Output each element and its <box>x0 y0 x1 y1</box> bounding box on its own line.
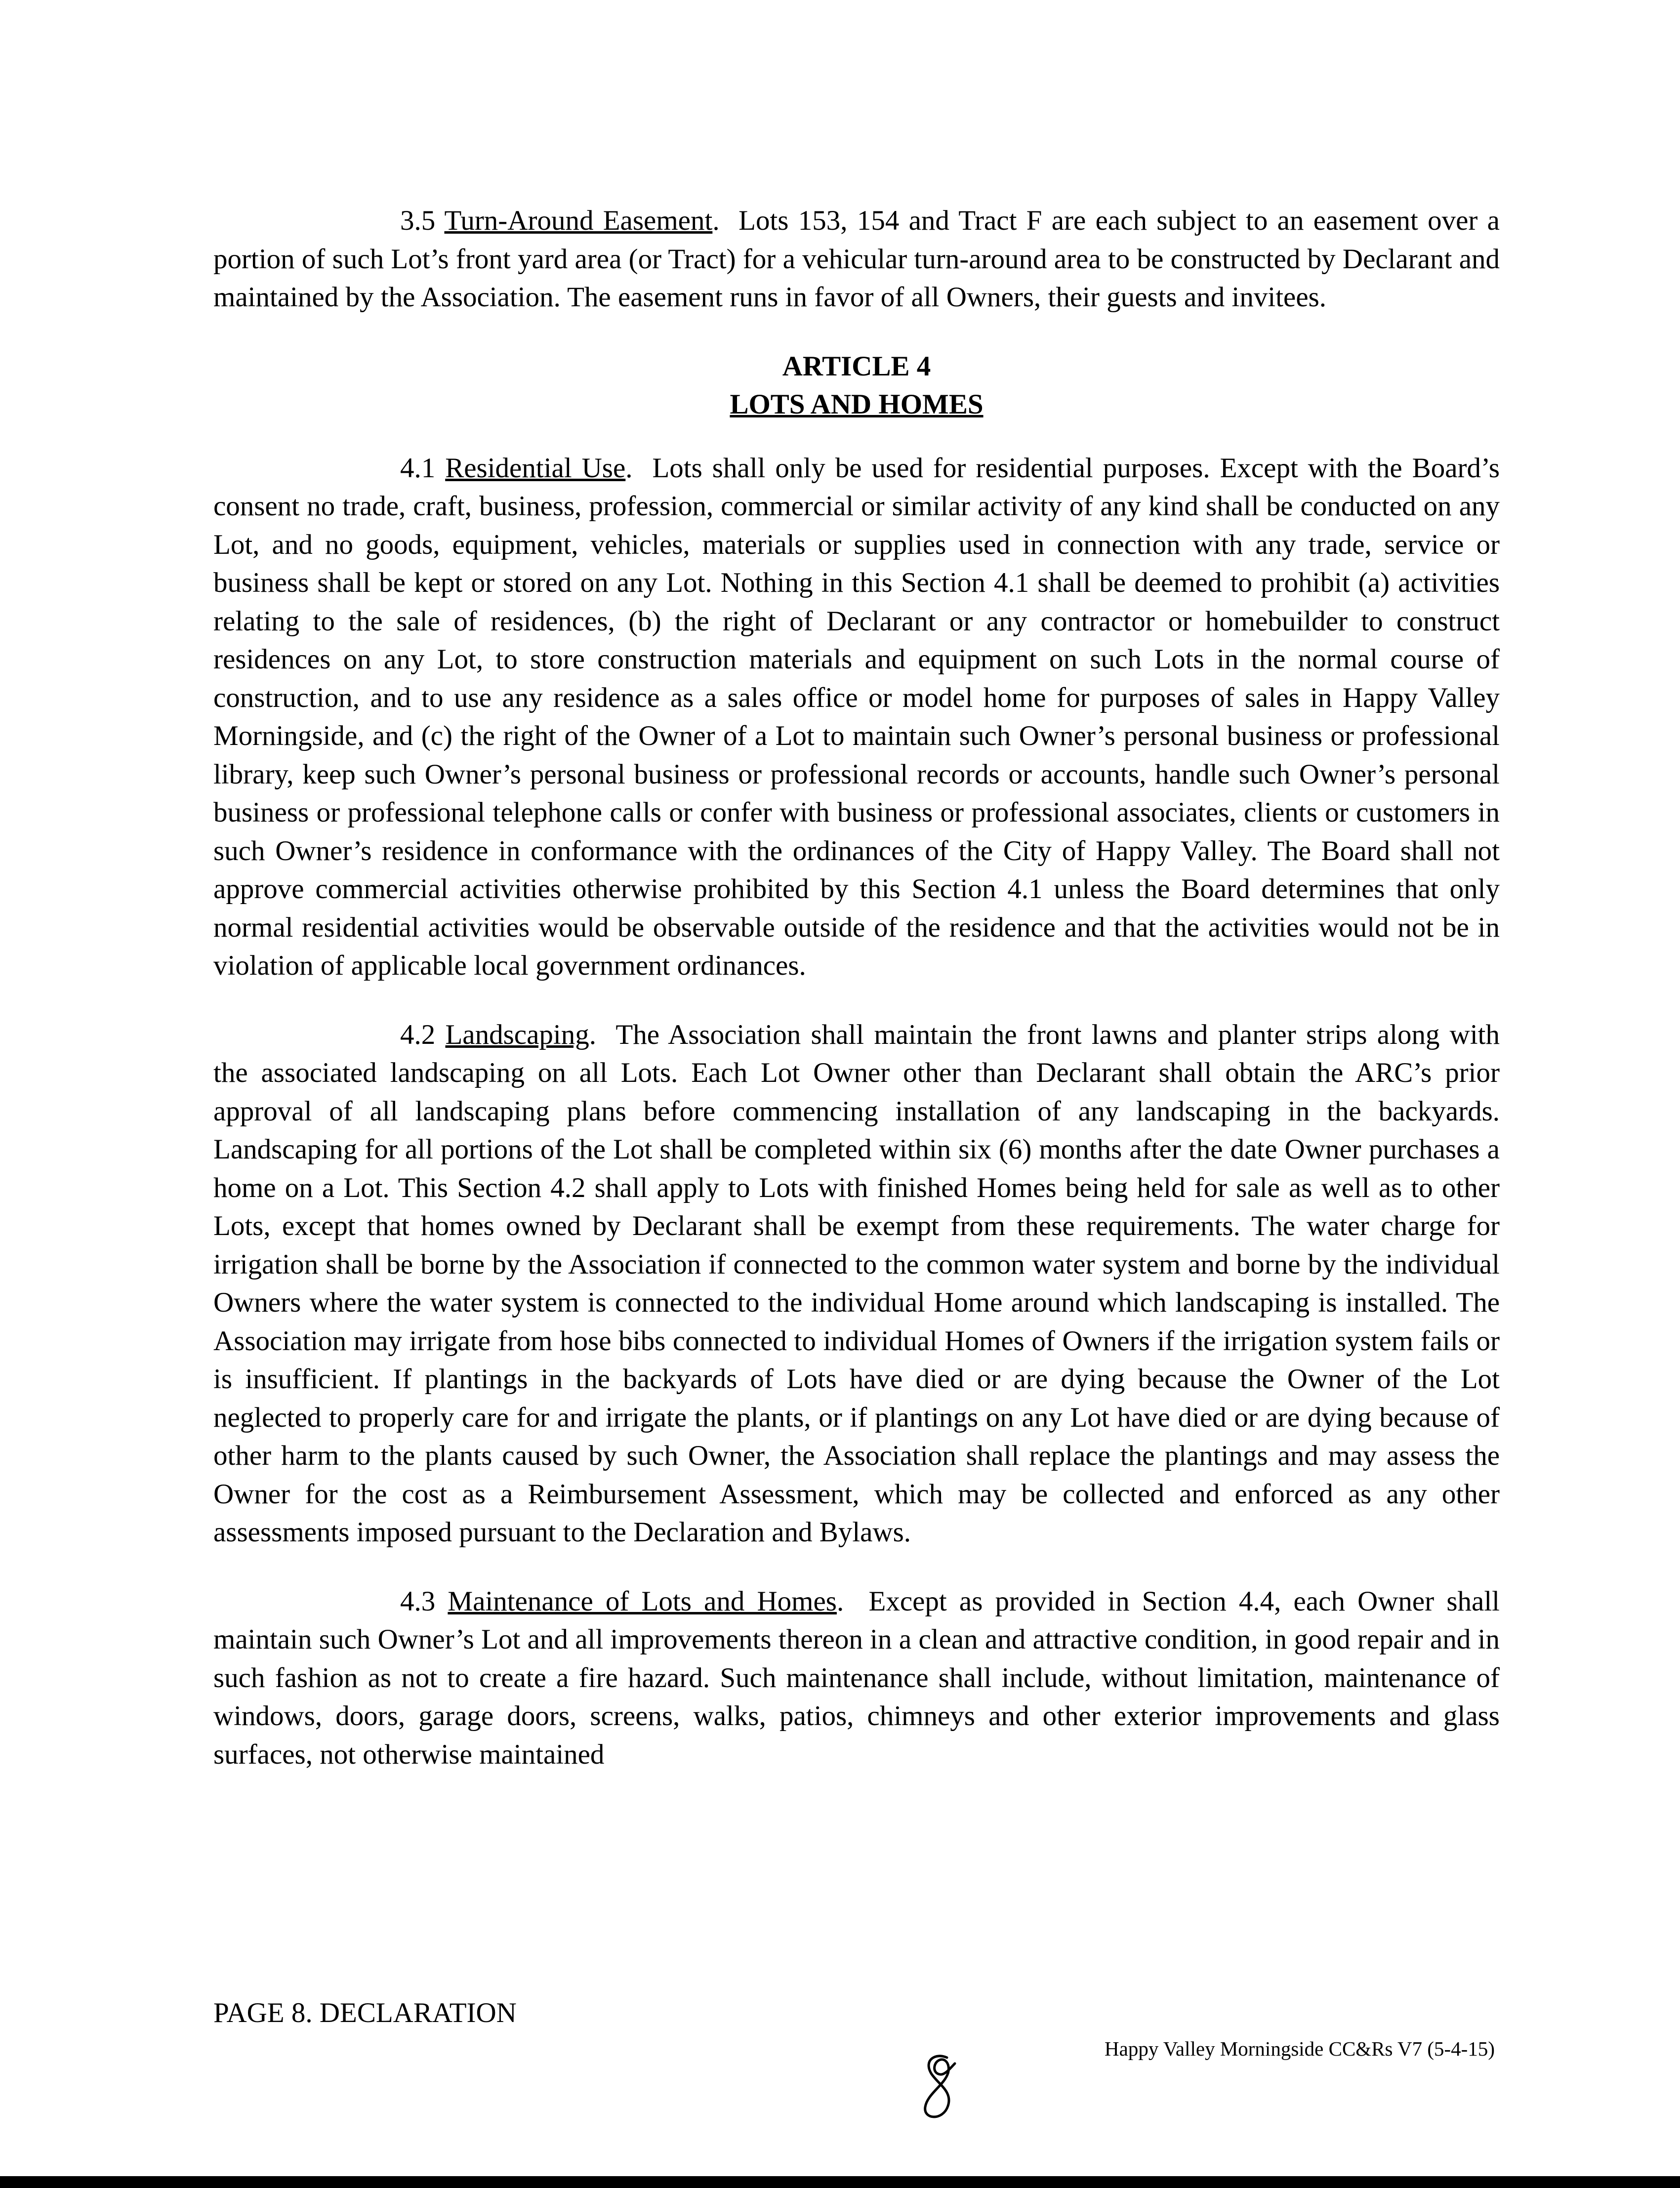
section-title: Landscaping <box>445 1019 589 1050</box>
section-4-1: 4.1 Residential Use. Lots shall only be used for residential purposes. Except with the Board’s consent no trade, craft, business, profession, commercial or similar activity of any kind shall be conducted on any Lot, and no goods, equipment, vehicles, materials or supplies used in connection with any trade, service or business shall be kept or stored on any Lot. Nothing in this Section 4.1 shall be deemed to prohibit (a) activities relating to the sale of residences, (b) the right of Declarant or any contractor or homebuilder to construct residences on any Lot, to store construction materials and equipment on such Lots in the normal course of construction, and to use any residence as a sales office or model home for purposes of sales in Happy Valley Morningside, and (c) the right of the Owner of a Lot to maintain such Owner’s personal business or professional library, keep such Owner’s personal business or professional records or accounts, handle such Owner’s personal business or professional telephone calls or confer with business or professional associates, clients or customers in such Owner’s residence in conformance with the ordinances of the City of Happy Valley. The Board shall not approve commercial activities otherwise prohibited by this Section 4.1 unless the Board determines that only normal residential activities would be observable outside of the residence and that the activities would not be in violation of applicable local government ordinances. <box>213 452 1500 981</box>
section-body: The Association shall maintain the front lawns and planter strips along with the associated landscaping on all Lots. Each Lot Owner other than Declarant shall obtain the ARC’s prior approval of all landscaping plans before commencing installation of any landscaping in the backyards. Landscaping for all portions of the Lot shall be completed within six (6) months after the date Owner purchases a home on a Lot. This Section 4.2 shall apply to Lots with finished Homes being held for sale as well as to other Lots, except that homes owned by Declarant shall be exempt from these requirements. The water charge for irrigation shall be borne by the Association if connected to the common water system and borne by the individual Owners where the water system is connected to the individual Home around which landscaping is installed. The Association may irrigate from hose bibs connected to individual Homes of Owners if the irrigation system fails or is insufficient. If plantings in the backyards of Lots have died or are dying because the Owner of the Lot neglected to properly care for and irrigate the plants, or if plantings on any Lot have died or are dying because of other harm to the plants caused by such Owner, the Association shall replace the plantings and may assess the Owner for the cost as a Reimbursement Assessment, which may be collected and enforced as any other assessments imposed pursuant to the Declaration and Bylaws. <box>213 1019 1500 1548</box>
section-title: Turn-Around Easement <box>444 205 713 236</box>
section-4-3: 4.3 Maintenance of Lots and Homes. Except as provided in Section 4.4, each Owner shall maintain such Owner’s Lot and all improvements thereon in a clean and attractive condition, in good repair and in such fashion as not to create a fire hazard. Such maintenance shall include, without limitation, maintenance of windows, doors, garage doors, screens, walks, patios, chimneys and other exterior improvements and glass surfaces, not otherwise maintained <box>213 1585 1500 1770</box>
handwritten-page-mark <box>916 2053 963 2127</box>
section-body: Lots shall only be used for residential purposes. Except with the Board’s consent no trade, craft, business, profession, commercial or similar activity of any kind shall be conducted on any Lot, and no goods, equipment, vehicles, materials or supplies used in connection with any trade, service or business shall be kept or stored on any Lot. Nothing in this Section 4.1 shall be deemed to prohibit (a) activities relating to the sale of residences, (b) the right of Declarant or any contractor or homebuilder to construct residences on any Lot, to store construction materials and equipment on such Lots in the normal course of construction, and to use any residence as a sales office or model home for purposes of sales in Happy Valley Morningside, and (c) the right of the Owner of a Lot to maintain such Owner’s personal business or professional library, keep such Owner’s personal business or professional records or accounts, handle such Owner’s personal business or professional telephone calls or confer with business or professional associates, clients or customers in such Owner’s residence in conformance with the ordinances of the City of Happy Valley. The Board shall not approve commercial activities otherwise prohibited by this Section 4.1 unless the Board determines that only normal residential activities would be observable outside of the residence and that the activities would not be in violation of applicable local government ordinances. <box>213 452 1500 981</box>
section-number: 3.5 <box>400 205 436 236</box>
section-3-5: 3.5 Turn-Around Easement. Lots 153, 154 and Tract F are each subject to an easement over a portion of such Lot’s front yard area (or Tract) for a vehicular turn-around area to be constructed by Declarant and maintained by the Association. The easement runs in favor of all Owners, their guests and invitees. <box>213 205 1500 313</box>
document-id: Happy Valley Morningside CC&Rs V7 (5-4-15) <box>1105 2037 1495 2060</box>
page-label: PAGE 8. DECLARATION <box>213 1997 517 2028</box>
article-number: ARTICLE 4 <box>782 350 931 382</box>
section-number: 4.1 <box>400 452 436 484</box>
section-body: Lots 153, 154 and Tract F are each subject to an easement over a portion of such Lot’s front yard area (or Tract) for a vehicular turn-around area to be constructed by Declarant and maintained by the Association. The easement runs in favor of all Owners, their guests and invitees. <box>213 205 1500 313</box>
section-body: Except as provided in Section 4.4, each Owner shall maintain such Owner’s Lot and all improvements thereon in a clean and attractive condition, in good repair and in such fashion as not to create a fire hazard. Such maintenance shall include, without limitation, maintenance of windows, doors, garage doors, screens, walks, patios, chimneys and other exterior improvements and glass surfaces, not otherwise maintained <box>213 1585 1500 1770</box>
section-number: 4.3 <box>400 1585 436 1617</box>
section-4-2: 4.2 Landscaping. The Association shall maintain the front lawns and planter strips along with the associated landscaping on all Lots. Each Lot Owner other than Declarant shall obtain the ARC’s prior approval of all landscaping plans before commencing installation of any landscaping in the backyards. Landscaping for all portions of the Lot shall be completed within six (6) months after the date Owner purchases a home on a Lot. This Section 4.2 shall apply to Lots with finished Homes being held for sale as well as to other Lots, except that homes owned by Declarant shall be exempt from these requirements. The water charge for irrigation shall be borne by the Association if connected to the common water system and borne by the individual Owners where the water system is connected to the individual Home around which landscaping is installed. The Association may irrigate from hose bibs connected to individual Homes of Owners if the irrigation system fails or is insufficient. If plantings in the backyards of Lots have died or are dying because the Owner of the Lot neglected to properly care for and irrigate the plants, or if plantings on any Lot have died or are dying because of other harm to the plants caused by such Owner, the Association shall replace the plantings and may assess the Owner for the cost as a Reimbursement Assessment, which may be collected and enforced as any other assessments imposed pursuant to the Declaration and Bylaws. <box>213 1019 1500 1548</box>
section-title: Maintenance of Lots and Homes <box>448 1585 837 1617</box>
page-content <box>213 202 1500 1804</box>
section-title: Residential Use <box>445 452 626 484</box>
section-number: 4.2 <box>400 1019 436 1050</box>
article-heading <box>213 347 1500 423</box>
article-title: LOTS AND HOMES <box>730 388 983 420</box>
bottom-border <box>0 2176 1680 2188</box>
